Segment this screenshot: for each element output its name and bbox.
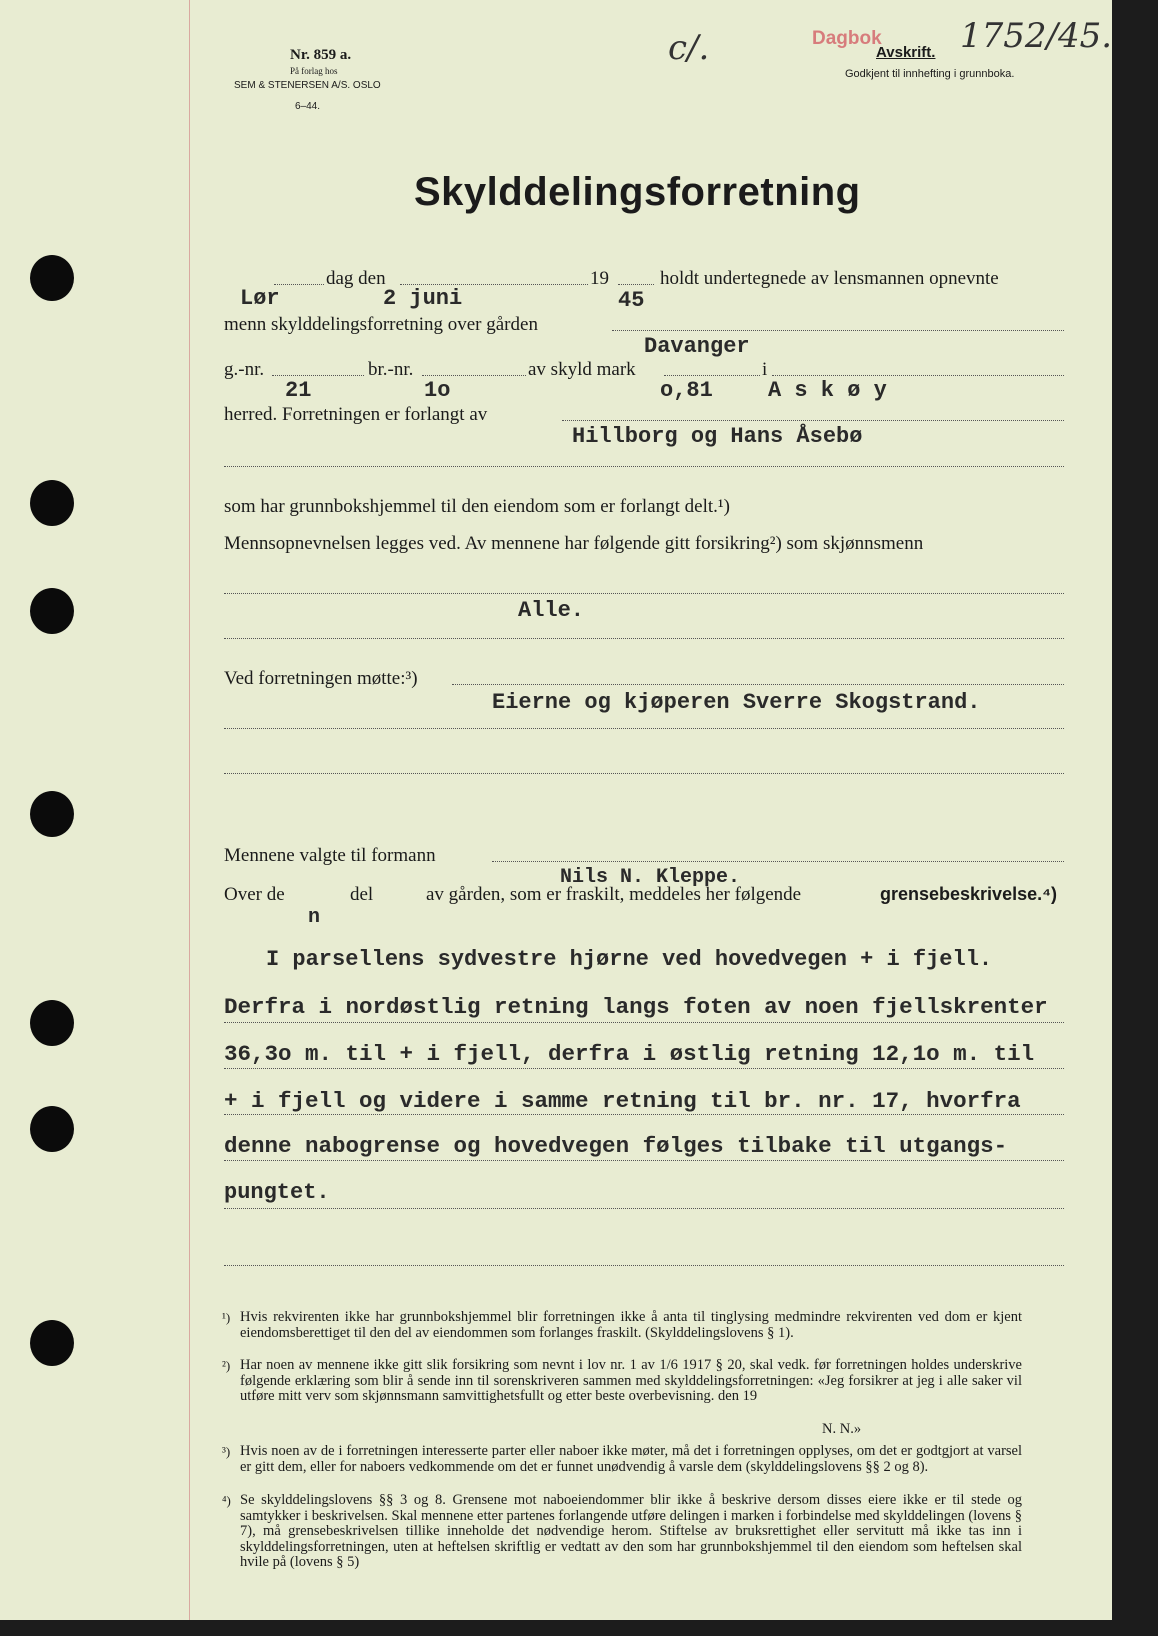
dots-formann (492, 861, 1064, 862)
binder-hole (30, 480, 74, 526)
brnr-value: 1o (424, 378, 451, 403)
i-label: i (762, 359, 768, 380)
grunnbok-line: som har grunnbokshjemmel til den eiendom som er forlangt delt.¹) (224, 496, 730, 517)
description-line: I parsellens sydvestre hjørne ved hovedvegen + i fjell. (266, 947, 993, 972)
stamp-dagbok: Dagbok (812, 28, 882, 49)
formann-value: Nils N. Kleppe. (560, 866, 741, 889)
menn-skylddeling-label: menn skylddelingsforretning over gården (224, 314, 538, 335)
dots-desc-4 (224, 1160, 1064, 1161)
del-label: del (350, 884, 374, 905)
godkjent-label: Godkjent til innhefting i grunnboka. (845, 68, 1015, 80)
footnote-text: Har noen av mennene ikke gitt slik forsikring som nevnt i lov nr. 1 av 1/6 1917 § 20, skal vedk. før forretningen holdes underskrive følgende erklæring som blir å sende inn til sorenskriveren sammen med skylddelingsforretningen: «Jeg forsikrer at jeg i alle saker vil utføre mitt verv som skjønnsmann samvittighetsfullt og etter beste overbevisning. den 19 (240, 1357, 1022, 1404)
binder-hole (30, 588, 74, 634)
footnote-mark: ³) (222, 1444, 231, 1459)
gnr-label: g.-nr. (224, 359, 265, 380)
footnotes (222, 1310, 1052, 1600)
page-title: Skylddelingsforretning (414, 170, 861, 214)
holdt-label: holdt undertegnede av lensmannen opnevnte (660, 268, 999, 289)
alle-value: Alle. (518, 598, 585, 623)
footnote-text: Hvis noen av de i forretningen interesserte parter eller naboer ikke møter, må det i forretningen opplyses, om det er godtgjort at varsel er gitt dem, eller for naboers vedkommende om det er funnet unødvendig å varsle dem (skylddelingslovens §§ 2 og 8). (240, 1443, 1022, 1475)
dots-skyld (664, 375, 760, 376)
binder-hole (30, 791, 74, 837)
dots-desc-6 (224, 1265, 1064, 1266)
dots-mote-2 (224, 728, 1064, 729)
dots-requester-2 (224, 466, 1064, 467)
binder-hole (30, 1106, 74, 1152)
description-line: denne nabogrense og hovedvegen følges tilbake til utgangs- (224, 1133, 1008, 1159)
footnote-text: Se skylddelingslovens §§ 3 og 8. Grensene mot naboeiendommer blir ikke å beskrive dersom disses eiere ikke er til stede og samtykker i beskrivelsen. Skal mennene etter partenes forlangende utføre delingen i marken i forbindelse med skylddelingen (lovens § 7), må grensebeskrivelsen tillike inneholde det nødvendige herom. Stiftelse av bruksrettighet eller servitutt må ikke tas inn i skylddelingsforretningen, uten at heftelsen skriftlig er vedtatt av den som har grunnbokshjemmel til den eiendom som heftelsen skal hvile på (lovens § 5) (240, 1492, 1022, 1570)
binder-hole (30, 1320, 74, 1366)
dots-herred (772, 375, 1064, 376)
menn-forsikring-line: Mennsopnevnelsen legges ved. Av mennene har følgende gitt forsikring²) som skjønnsmenn (224, 533, 924, 554)
dots-brnr (422, 375, 526, 376)
dots-gnr (272, 375, 364, 376)
skyld-label: av skyld mark (528, 359, 636, 380)
herred-forlangt-label: herred. Forretningen er forlangt av (224, 404, 488, 425)
dots-desc-2 (224, 1068, 1064, 1069)
requester-value: Hillborg og Hans Åsebø (572, 424, 863, 449)
av-garden-label: av gården, som er fraskilt, meddeles her følgende (426, 884, 802, 905)
mote-value: Eierne og kjøperen Sverre Skogstrand. (492, 690, 981, 715)
footnote-text: Hvis rekvirenten ikke har grunnbokshjemmel blir forretningen ikke å anta til tinglysing medmindre rekvirenten ved dom er kjent eiendomsberettiget til den del av eiendommen som forlanges fraskilt. (Skylddelingslovens § 1). (240, 1309, 1022, 1341)
dots-mote-3 (224, 773, 1064, 774)
nineteen-label: 19 (590, 268, 609, 289)
dots-forsikring-1 (224, 593, 1064, 594)
print-date: 6–44. (295, 101, 321, 112)
description-line: + i fjell og videre i samme retning til br. nr. 17, hvorfra (224, 1088, 1021, 1114)
publisher-line1: På forlag hos (290, 66, 338, 76)
dots-day (274, 284, 324, 285)
dag-den-label: dag den (326, 268, 386, 289)
form-number: Nr. 859 a. (290, 47, 352, 63)
grensebeskrivelse-label: grensebeskrivelse.⁴) (880, 884, 1058, 904)
dots-date (400, 284, 588, 285)
binder-hole (30, 1000, 74, 1046)
publisher-line2: SEM & STENERSEN A/S. OSLO (234, 80, 381, 91)
dots-farm (612, 330, 1064, 331)
over-de-label: Over de (224, 884, 285, 905)
binder-hole (30, 255, 74, 301)
description-line: 36,3o m. til + i fjell, derfra i østlig retning 12,1o m. til (224, 1041, 1035, 1067)
description-line: pungtet. (224, 1180, 330, 1205)
handwritten-mark: c/. (668, 28, 710, 68)
n-value: n (308, 906, 321, 929)
dots-requester (562, 420, 1064, 421)
footnote-mark: ⁴) (222, 1493, 231, 1508)
dots-forsikring-2 (224, 638, 1064, 639)
brnr-label: br.-nr. (368, 359, 414, 380)
dots-desc-1 (224, 1022, 1064, 1023)
dots-year (618, 284, 654, 285)
avskrift-label: Avskrift. (876, 44, 936, 61)
footnote-text: N. N.» (822, 1421, 862, 1437)
gnr-value: 21 (285, 378, 312, 403)
date-value: 2 juni (383, 286, 463, 311)
footnote-mark: ¹) (222, 1310, 231, 1325)
description-line: Derfra i nordøstlig retning langs foten av noen fjellskrenter (224, 994, 1048, 1020)
journal-number: 1752/45. (960, 16, 1112, 56)
day-value: Lør (240, 286, 280, 311)
year-value: 45 (618, 288, 645, 313)
dots-desc-5 (224, 1208, 1064, 1209)
margin-rule (189, 0, 190, 1620)
dots-mote-1 (452, 684, 1064, 685)
dots-desc-3 (224, 1114, 1064, 1115)
footnote-mark: ²) (222, 1358, 231, 1373)
farm-value: Davanger (644, 334, 750, 359)
formann-label: Mennene valgte til formann (224, 845, 436, 866)
mote-label: Ved forretningen møtte:³) (224, 668, 418, 689)
skyld-value: o,81 (660, 378, 713, 403)
herred-value: A s k ø y (768, 378, 887, 403)
